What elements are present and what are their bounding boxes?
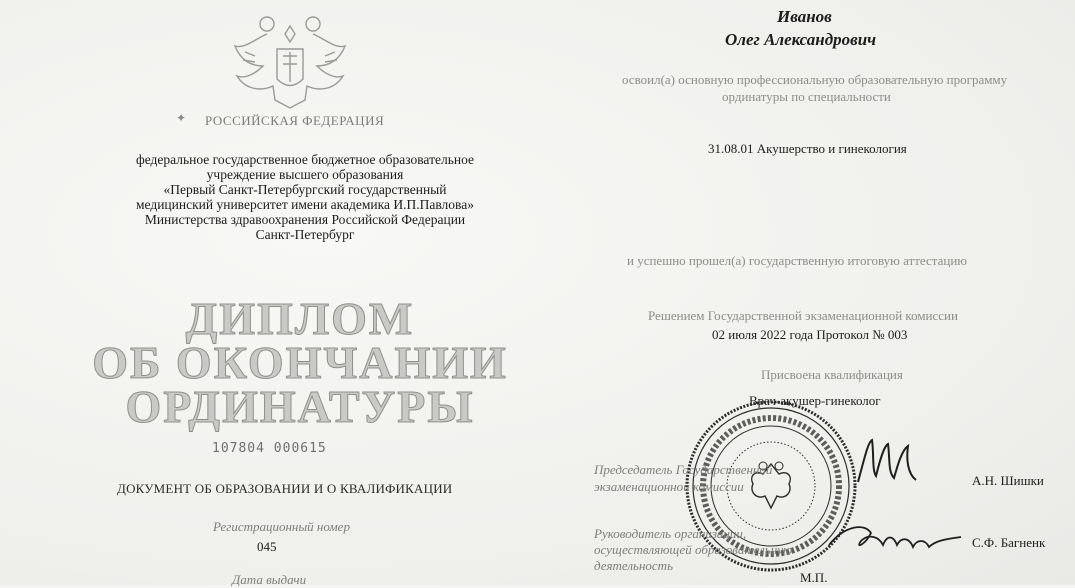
head-signature-icon	[825, 515, 965, 560]
institution-line: «Первый Санкт-Петербургский государственный	[163, 182, 447, 197]
head-title-line: осуществляющей образовательную	[594, 542, 793, 557]
head-title-line: Руководитель организации,	[594, 526, 747, 541]
program-text-line: ординатуры по специальности	[722, 89, 891, 104]
institution-line: Санкт-Петербург	[255, 227, 355, 242]
protocol-date: 02 июля 2022 года Протокол № 003	[712, 327, 908, 342]
head-name: С.Ф. Багненк	[972, 535, 1046, 550]
document-type: ДОКУМЕНТ ОБ ОБРАЗОВАНИИ И О КВАЛИФИКАЦИИ	[117, 481, 453, 496]
commission-decision-text: Решением Государственной экзаменационной комиссии	[648, 308, 958, 323]
small-star-mark: ✦	[176, 111, 187, 125]
attestation-text: и успешно прошел(а) государственную итоговую аттестацию	[627, 253, 968, 268]
program-text-line: освоил(а) основную профессиональную образовательную программу	[622, 72, 1008, 87]
qualification-value: Врач-акушер-гинеколог	[749, 393, 881, 408]
specialty: 31.08.01 Акушерство и гинекология	[708, 141, 907, 156]
registration-label: Регистрационный номер	[213, 519, 350, 534]
institution-line: федеральное государственное бюджетное образовательное	[135, 152, 474, 167]
qualification-label: Присвоена квалификация	[761, 367, 903, 382]
institution-line: учреждение высшего образования	[206, 167, 404, 182]
institution-line: медицинский университет имени академика И.П.Павлова»	[135, 197, 474, 212]
diploma-title-line: ОБ ОКОНЧАНИИ	[92, 337, 508, 388]
diploma-title-line: ОРДИНАТУРЫ	[125, 381, 475, 432]
head-title-line: деятельность	[594, 558, 673, 573]
graduate-given-names: Олег Александрович	[725, 30, 877, 49]
registration-number: 045	[257, 539, 277, 554]
chair-title-line: Председатель Государственной	[594, 462, 773, 477]
coat-of-arms-icon	[215, 4, 365, 114]
graduate-surname: Иванов	[777, 7, 832, 26]
chair-title-line: экзаменационной комиссии	[594, 479, 744, 494]
institution-block	[110, 152, 500, 242]
diploma-title-line: ДИПЛОМ	[185, 293, 415, 344]
issue-date-label: Дата выдачи	[232, 572, 307, 587]
stamp-place-label: М.П.	[800, 570, 828, 585]
country-name: РОССИЙСКАЯ ФЕДЕРАЦИЯ	[205, 113, 385, 128]
chair-name: А.Н. Шишки	[972, 473, 1044, 488]
institution-line: Министерства здравоохранения Российской Федерации	[144, 212, 466, 227]
serial-number: 107804 000615	[212, 441, 327, 456]
chair-signature-icon	[850, 430, 920, 490]
